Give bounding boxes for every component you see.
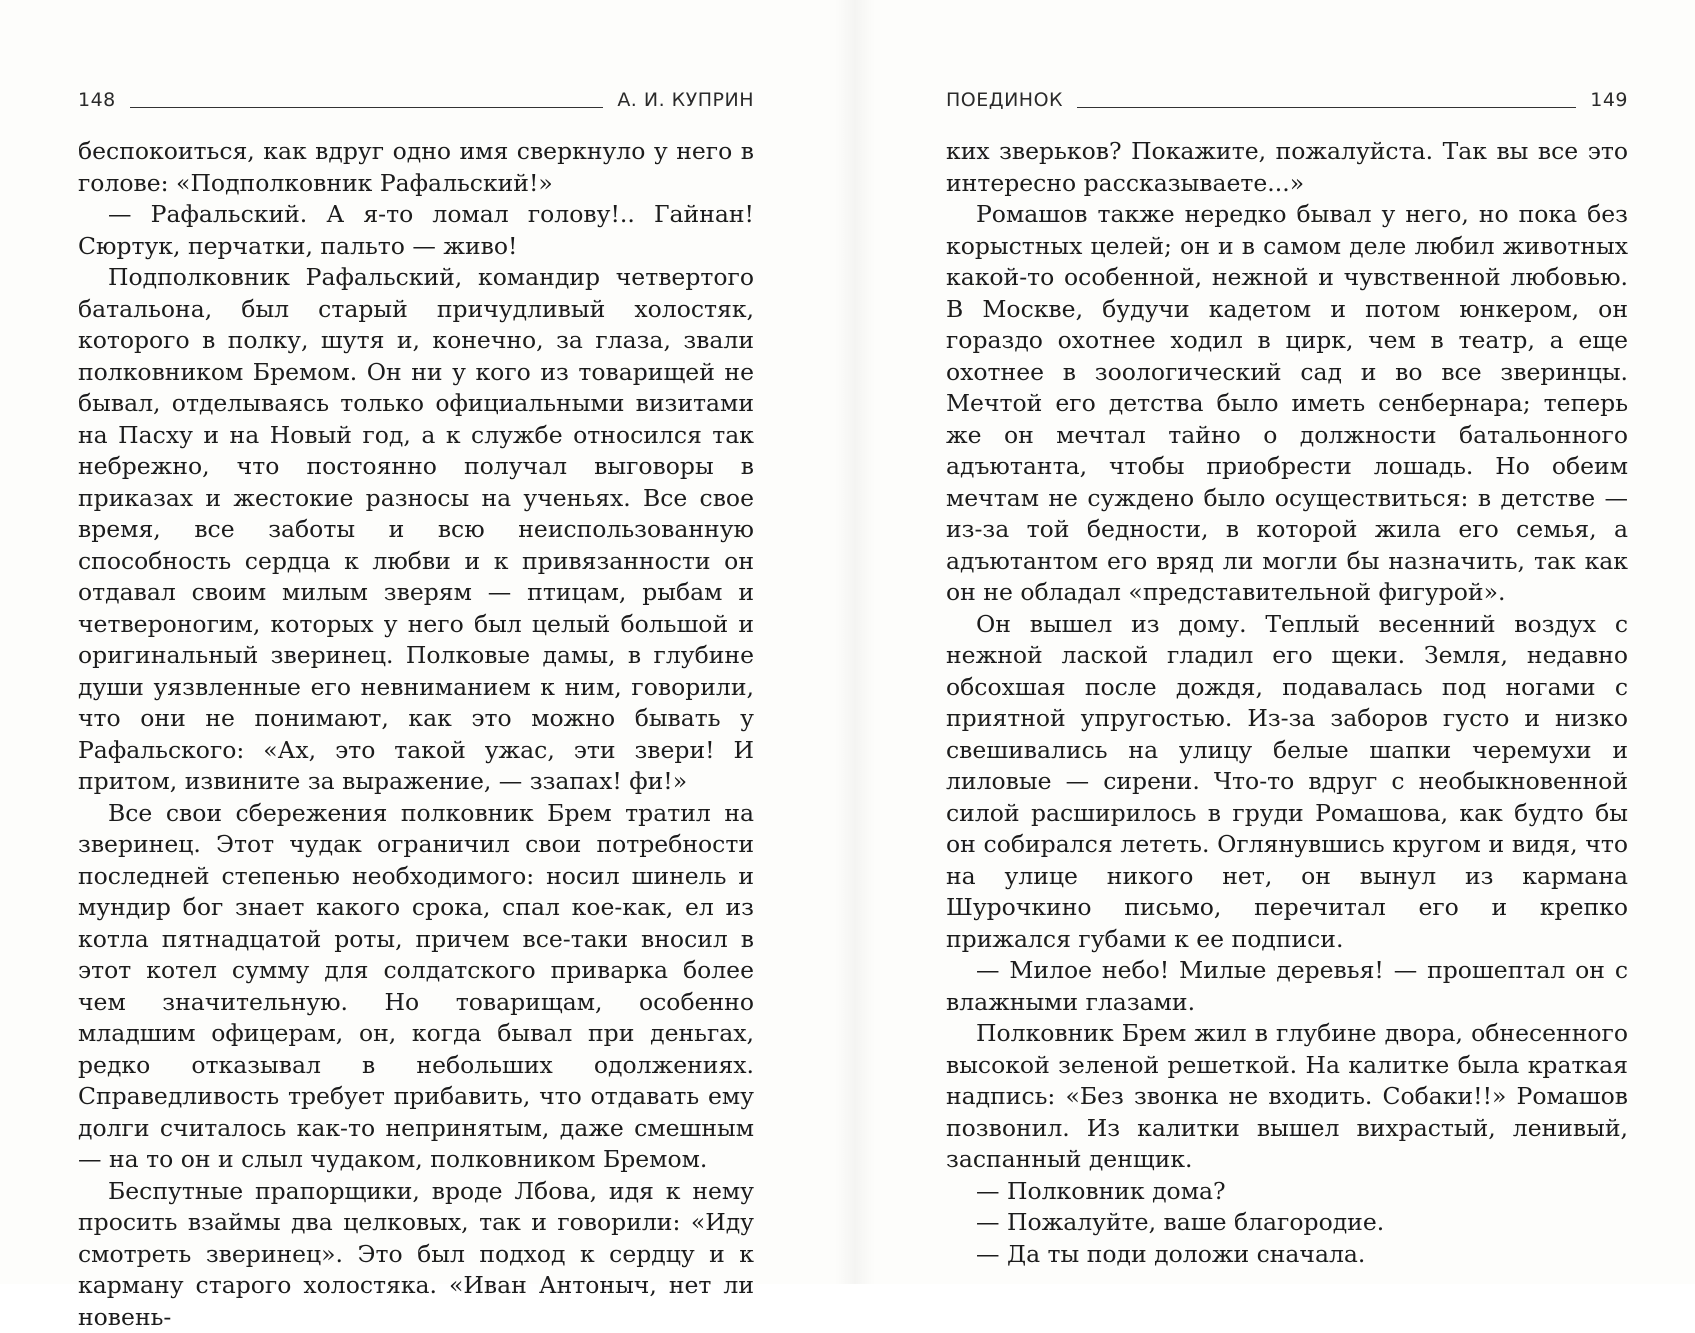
left-running-title: А. И. КУПРИН xyxy=(617,89,754,111)
left-running-head xyxy=(78,84,754,116)
left-paragraph-2: — Рафальский. А я-то ломал голову!.. Гайнан! Сюртук, перчатки, пальто — живо! xyxy=(78,199,754,262)
left-paragraph-5: Беспутные прапорщики, вроде Лбова, идя к нему просить взаймы два целковых, так и говорили: «Иду смотреть зверинец». Это был подход к сердцу и к карману старого холостяка. «Иван Антоныч, нет ли новень- xyxy=(78,1176,754,1333)
right-page-number: 149 xyxy=(1590,89,1628,111)
left-paragraph-1: беспокоиться, как вдруг одно имя сверкнуло у него в голове: «Подполковник Рафальский!» xyxy=(78,136,754,199)
right-paragraph-3: Он вышел из дому. Теплый весенний воздух с нежной лаской гладил его щеки. Земля, недавно обсохшая после дождя, подавалась под ногами с приятной упругостью. Из-за заборов густо и низко свешивались на улицу белые шапки черемухи и лиловые — сирени. Что-то вдруг с необыкновенной силой расширилось в груди Ромашова, как будто бы он собирался лететь. Оглянувшись кругом и видя, что на улице никого нет, он вынул из кармана Шурочкино письмо, перечитал его и крепко прижался губами к ее подписи. xyxy=(946,609,1628,956)
right-paragraph-1: ких зверьков? Покажите, пожалуйста. Так вы все это интересно рассказываете...» xyxy=(946,136,1628,199)
left-page xyxy=(0,0,840,1284)
left-head-rule xyxy=(130,107,604,108)
book-gutter xyxy=(835,0,875,1284)
right-paragraph-6: — Полковник дома? xyxy=(946,1176,1628,1208)
right-page-text xyxy=(946,136,1628,1270)
right-page xyxy=(870,0,1695,1284)
right-paragraph-7: — Пожалуйте, ваше благородие. xyxy=(946,1207,1628,1239)
right-paragraph-5: Полковник Брем жил в глубине двора, обнесенного высокой зеленой решеткой. На калитке была краткая надпись: «Без звонка не входить. Собаки!!» Ромашов позвонил. Из калитки вышел вихрастый, ленивый, заспанный денщик. xyxy=(946,1018,1628,1176)
right-paragraph-8: — Да ты поди доложи сначала. xyxy=(946,1239,1628,1271)
left-page-number: 148 xyxy=(78,89,116,111)
right-running-title: ПОЕДИНОК xyxy=(946,89,1063,111)
left-page-text xyxy=(78,136,754,1333)
left-paragraph-4: Все свои сбережения полковник Брем тратил на зверинец. Этот чудак ограничил свои потребности последней степенью необходимого: носил шинель и мундир бог знает какого срока, спал кое-как, ел из котла пятнадцатой роты, причем все-таки вносил в этот котел сумму для солдатского приварка более чем значительную. Но товарищам, особенно младшим офицерам, он, когда бывал при деньгах, редко отказывал в небольших одолжениях. Справедливость требует прибавить, что отдавать ему долги считалось как-то непринятым, даже смешным — на то он и слыл чудаком, полковником Бремом. xyxy=(78,798,754,1176)
right-head-rule xyxy=(1077,107,1576,108)
right-paragraph-2: Ромашов также нередко бывал у него, но пока без корыстных целей; он и в самом деле любил животных какой-то особенной, нежной и чувственной любовью. В Москве, будучи кадетом и потом юнкером, он гораздо охотнее ходил в цирк, чем в театр, а еще охотнее в зоологический сад и во все зверинцы. Мечтой его детства было иметь сенбернара; теперь же он мечтал тайно о должности батальонного адъютанта, чтобы приобрести лошадь. Но обеим мечтам не суждено было осуществиться: в детстве — из-за той бедности, в которой жила его семья, а адъютантом его вряд ли могли бы назначить, так как он не обладал «представительной фигурой». xyxy=(946,199,1628,609)
left-paragraph-3: Подполковник Рафальский, командир четвертого батальона, был старый причудливый холостяк, которого в полку, шутя и, конечно, за глаза, звали полковником Бремом. Он ни у кого из товарищей не бывал, отделываясь только официальными визитами на Пасху и на Новый год, а к службе относился так небрежно, что постоянно получал выговоры в приказах и жестокие разносы на ученьях. Все свое время, все заботы и всю неиспользованную способность сердца к любви и к привязанности он отдавал своим милым зверям — птицам, рыбам и четвероногим, которых у него был целый большой и оригинальный зверинец. Полковые дамы, в глубине души уязвленные его невниманием к ним, говорили, что они не понимают, как это можно бывать у Рафальского: «Ах, это такой ужас, эти звери! И притом, извините за выражение, — ззапах! фи!» xyxy=(78,262,754,798)
right-running-head xyxy=(946,84,1628,116)
right-paragraph-4: — Милое небо! Милые деревья! — прошептал он с влажными глазами. xyxy=(946,955,1628,1018)
